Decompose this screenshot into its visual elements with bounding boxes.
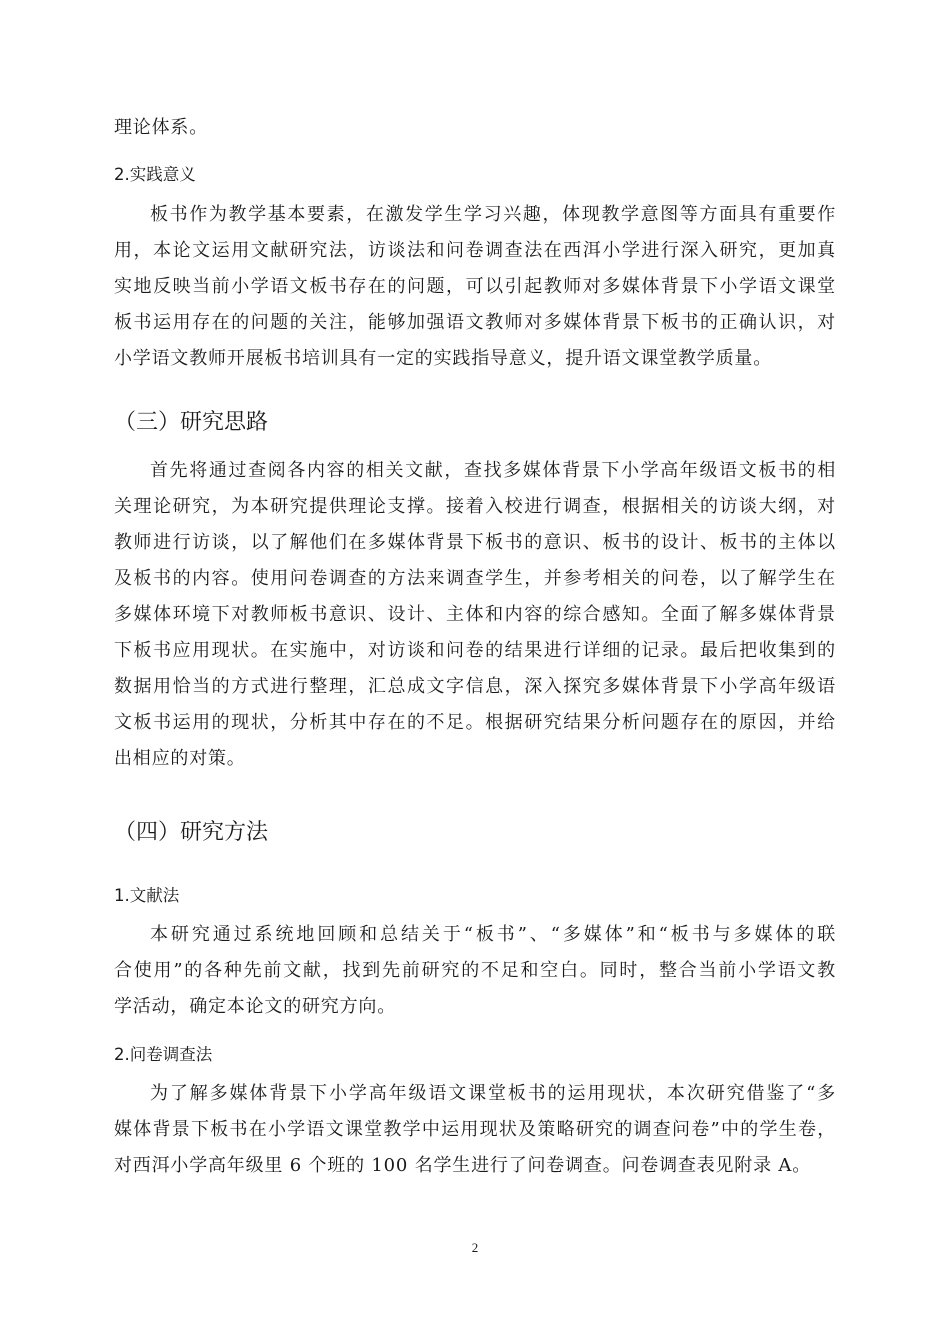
page-number: 2: [471, 1240, 479, 1255]
text-line: 理论体系。: [114, 117, 208, 138]
text-line: 本研究通过系统地回顾和总结关于“板书”、“多媒体”和“板书与多媒体的联: [150, 924, 836, 945]
text-line: 媒体背景下板书在小学语文课堂教学中运用现状及策略研究的调查问卷”中的学生卷，: [114, 1119, 836, 1140]
text-line: 对西洱小学高年级里 6 个班的 100 名学生进行了问卷调查。问卷调查表见附录 A。: [114, 1155, 812, 1176]
section-heading-research-approach: （三）研究思路: [114, 410, 269, 435]
text-line: 板书作为教学基本要素，在激发学生学习兴趣，体现教学意图等方面具有重要作: [150, 204, 836, 225]
section-heading-research-methods: （四）研究方法: [114, 820, 269, 845]
text-line: 合使用”的各种先前文献，找到先前研究的不足和空白。同时，整合当前小学语文教: [114, 960, 836, 981]
text-line: 下板书应用现状。在实施中，对访谈和问卷的结果进行详细的记录。最后把收集到的: [114, 640, 836, 661]
subheading-literature-method: 1.文献法: [114, 886, 180, 905]
text-line: 出相应的对策。: [114, 748, 246, 769]
text-line: 数据用恰当的方式进行整理，汇总成文字信息，深入探究多媒体背景下小学高年级语: [114, 676, 836, 697]
subheading-practical-significance: 2.实践意义: [114, 165, 196, 184]
text-line: 用，本论文运用文献研究法，访谈法和问卷调查法在西洱小学进行深入研究，更加真: [114, 240, 836, 261]
text-line: 实地反映当前小学语文板书存在的问题，可以引起教师对多媒体背景下小学语文课堂: [114, 276, 836, 297]
subheading-survey-method: 2.问卷调查法: [114, 1045, 213, 1064]
text-line: 文板书运用的现状，分析其中存在的不足。根据研究结果分析问题存在的原因，并给: [114, 712, 836, 733]
text-line: 首先将通过查阅各内容的相关文献，查找多媒体背景下小学高年级语文板书的相: [150, 460, 836, 481]
text-line: 教师进行访谈，以了解他们在多媒体背景下板书的意识、板书的设计、板书的主体以: [114, 532, 836, 553]
text-line: 为了解多媒体背景下小学高年级语文课堂板书的运用现状，本次研究借鉴了“多: [150, 1083, 836, 1104]
text-line: 小学语文教师开展板书培训具有一定的实践指导意义，提升语文课堂教学质量。: [114, 348, 772, 369]
text-line: 关理论研究，为本研究提供理论支撑。接着入校进行调查，根据相关的访谈大纲，对: [114, 496, 836, 517]
text-line: 板书运用存在的问题的关注，能够加强语文教师对多媒体背景下板书的正确认识，对: [114, 312, 836, 333]
text-line: 多媒体环境下对教师板书意识、设计、主体和内容的综合感知。全面了解多媒体背景: [114, 604, 836, 625]
text-line: 及板书的内容。使用问卷调查的方法来调查学生，并参考相关的问卷，以了解学生在: [114, 568, 836, 589]
text-line: 学活动，确定本论文的研究方向。: [114, 996, 396, 1017]
